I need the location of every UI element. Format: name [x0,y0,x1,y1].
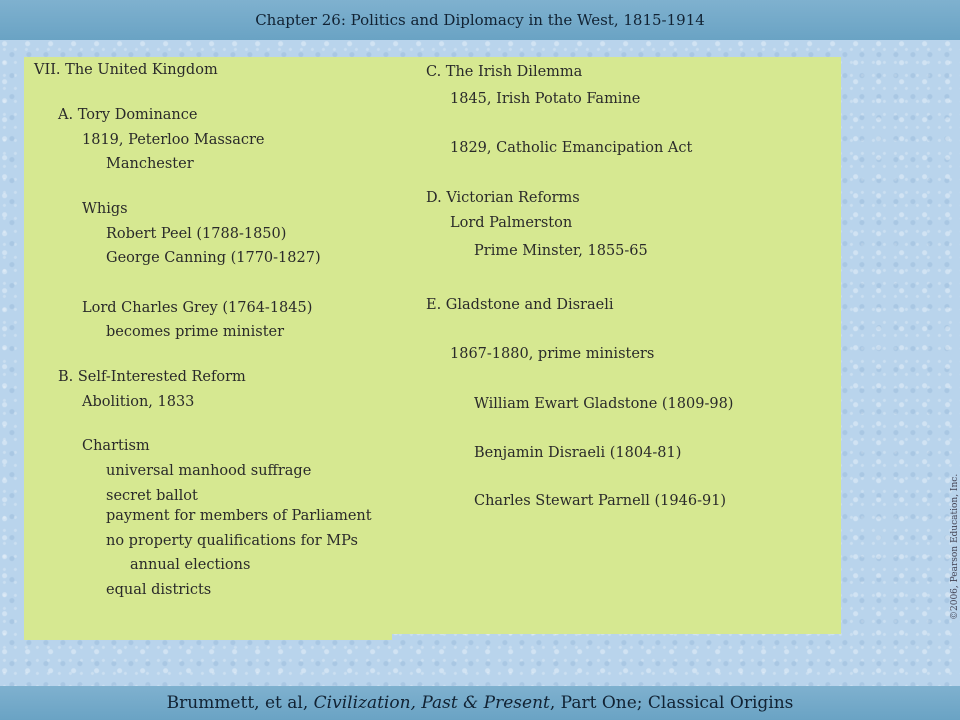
outline-item: 1829, Catholic Emancipation Act [450,140,693,156]
outline-item: 1845, Irish Potato Famine [450,91,641,107]
outline-item: Abolition, 1833 [82,394,195,410]
footer-book-title: Civilization, Past & Present [313,693,550,713]
outline-item: becomes prime minister [106,324,285,340]
subsection-heading-d: D. Victorian Reforms [426,190,580,206]
outline-item: Robert Peel (1788-1850) [106,226,287,242]
outline-item: Benjamin Disraeli (1804-81) [474,445,682,461]
outline-item: Chartism [82,438,150,454]
outline-item: Whigs [82,201,128,217]
outline-item: annual elections [130,557,251,573]
outline-item: George Canning (1770-1827) [106,250,321,266]
outline-item: Charles Stewart Parnell (1946-91) [474,493,727,509]
outline-item: William Ewart Gladstone (1809-98) [474,396,734,412]
subsection-heading-a: A. Tory Dominance [58,107,198,123]
outline-item: payment for members of Parliament [106,508,372,524]
outline-item: universal manhood suffrage [106,463,312,479]
outline-item: Manchester [106,156,194,172]
header-bar [0,0,960,40]
outline-item: Prime Minster, 1855-65 [474,243,648,259]
copyright-notice: ©2006, Pearson Education, Inc. [950,473,960,620]
subsection-heading-b: B. Self-Interested Reform [58,369,246,385]
outline-item: secret ballot [106,488,198,504]
outline-item: 1819, Peterloo Massacre [82,132,265,148]
footer-bar [0,686,960,720]
subsection-heading-c: C. The Irish Dilemma [426,64,583,80]
outline-item: 1867-1880, prime ministers [450,346,655,362]
footer-suffix: , Part One; Classical Origins [549,693,794,713]
outline-item: Lord Charles Grey (1764-1845) [82,300,313,316]
outline-item: equal districts [106,582,212,598]
section-heading: VII. The United Kingdom [34,62,218,78]
footer-prefix: Brummett, et al, [166,693,314,713]
slide-title: Chapter 26: Politics and Diplomacy in the West, 1815-1914 [255,11,705,29]
outline-item: no property qualifications for MPs [106,533,358,549]
outline-item: Lord Palmerston [450,215,573,231]
subsection-heading-e: E. Gladstone and Disraeli [426,297,614,313]
